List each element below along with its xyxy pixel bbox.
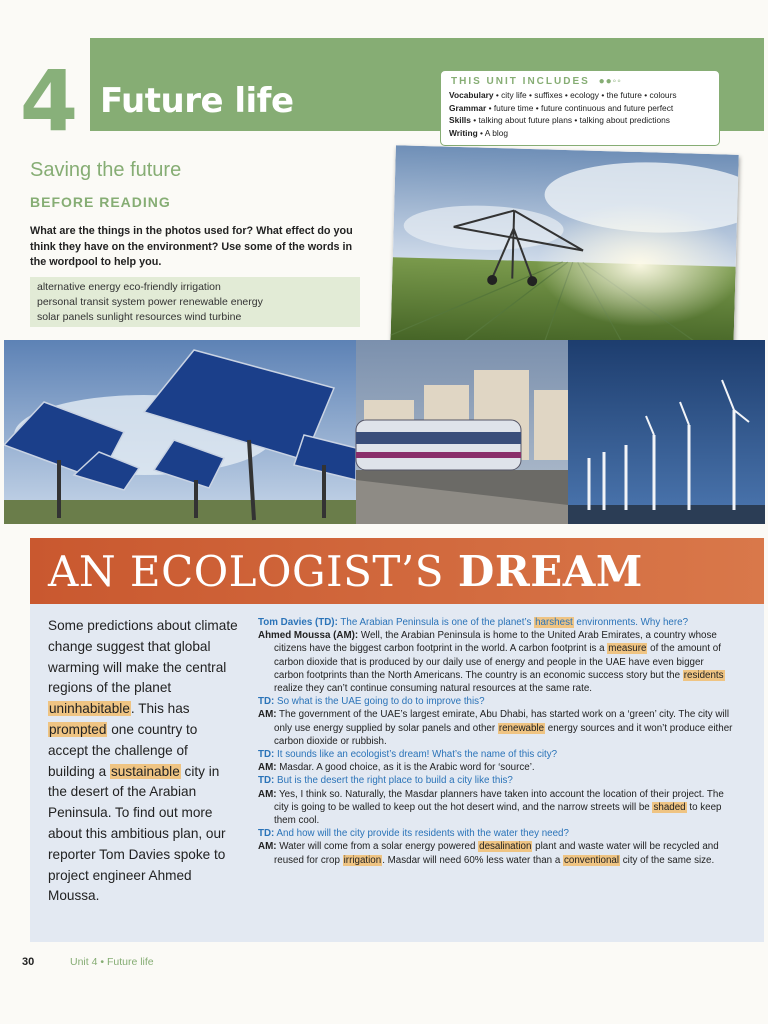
unit-number: 4 — [19, 52, 79, 150]
progress-dots-icon: ●●◦◦ — [598, 76, 622, 87]
unit-includes-box — [440, 70, 720, 146]
text-run: environments. Why here? — [573, 617, 689, 628]
wind-turbines-photo — [568, 340, 765, 524]
dialogue-turn — [258, 774, 736, 787]
speaker-label: TD: — [258, 696, 275, 708]
highlighted-word: prompted — [49, 721, 107, 737]
text-run: Some predictions about climate change suggest that global warming will make the central regions of the planet — [48, 618, 238, 696]
unit-title: Future life — [100, 81, 294, 121]
text-run: The Arabian Peninsula is one of the planet’s — [337, 617, 535, 628]
dialogue-turn — [258, 708, 736, 748]
highlighted-word: desalination — [479, 841, 532, 853]
speaker-label: TD: — [258, 749, 275, 761]
speaker-label: Ahmed Moussa (AM): — [258, 630, 359, 642]
includes-row-label: Writing — [449, 127, 478, 138]
includes-row-label: Grammar — [449, 102, 487, 113]
text-run: to keep them cool. — [274, 801, 722, 827]
article-title — [48, 545, 643, 599]
text-run: city of the same size. — [620, 854, 715, 866]
text-run: one country to accept the challenge of building a — [48, 721, 198, 779]
text-run: Yes, I think so. Naturally, the Masdar planners have taken into account the location of their project. The city is going to be walled to keep out the hot desert wind, and the narrow streets will be — [274, 788, 724, 813]
dialogue-turn — [258, 629, 736, 695]
includes-row-text: • A blog — [477, 127, 509, 138]
highlighted-word: renewable — [498, 722, 545, 734]
wordpool-line: personal transit system power renewable energy — [37, 296, 263, 308]
text-run: plant and waste water will be recycled and reused for crop — [274, 841, 719, 866]
includes-title — [451, 75, 711, 89]
before-reading-question: What are the things in the photos used for? What effect do you think they have on the environment? Use some of the words in the wordpool to help you. — [30, 225, 353, 268]
text-run: . Masdar will need 60% less water than a — [382, 854, 563, 866]
text-run: . This has — [130, 701, 190, 717]
speaker-label: AM: — [258, 788, 277, 800]
section-title: Saving the future — [30, 159, 182, 181]
text-run: city in the desert of the Arabian Peninsula. To find out more about this ambitious plan, our reporter Tom Davies spoke to project engineer Ahmed Moussa. — [48, 763, 226, 904]
text-run: The government of the UAE’s largest emirate, Abu Dhabi, has started work on a ‘green’ city. The city will only use energy supplied by solar panels and other — [274, 709, 730, 734]
includes-row-text: • talking about future plans • talking about predictions — [470, 115, 670, 125]
text-run: But is the desert the right place to build a city like this? — [274, 775, 513, 787]
dialogue-turn — [258, 827, 736, 840]
includes-row-text: • city life • suffixes • ecology • the future • colours — [493, 90, 677, 100]
dialogue-turn — [258, 761, 736, 774]
article-title-bold: DREAM — [457, 547, 643, 596]
interview-dialogue — [258, 616, 736, 867]
footer-unit-label: Unit 4 • Future life — [70, 956, 154, 968]
wordpool-line: solar panels sunlight resources wind turbine — [37, 311, 242, 323]
includes-list — [449, 89, 711, 139]
highlighted-word: shaded — [653, 801, 686, 813]
includes-row-label: Vocabulary — [449, 90, 494, 100]
highlighted-word: uninhabitable — [49, 701, 130, 717]
photo-strip — [4, 340, 765, 524]
dialogue-turn — [258, 840, 736, 866]
text-run: So what is the UAE going to do to improve this? — [274, 696, 485, 708]
includes-row — [449, 127, 711, 140]
text-run: Water will come from a solar energy powered — [276, 841, 479, 853]
includes-row — [449, 102, 711, 115]
wordpool-box — [30, 277, 360, 327]
speaker-label: TD: — [258, 775, 275, 787]
text-run: It sounds like an ecologist’s dream! What’s the name of this city? — [274, 749, 558, 761]
includes-row-text: • future time • future continuous and future perfect — [486, 102, 674, 113]
speaker-label: Tom Davies (TD): — [258, 617, 338, 628]
dialogue-turn — [258, 788, 736, 828]
includes-row-label: Skills — [449, 115, 471, 125]
text-run: of the amount of carbon dioxide that is produced by our daily use of energy and people in the UAE have even bigger carbon footprints than the North Americans. The country is an economic success story but the — [274, 643, 721, 681]
text-run: realize they can’t continue consuming natural resources at the same rate. — [274, 683, 593, 695]
dialogue-turn — [258, 748, 736, 761]
highlighted-word: residents — [683, 669, 724, 681]
text-run: Well, the Arabian Peninsula is home to the United Arab Emirates, a country whose citizens have the biggest carbon footprint in the world. A carbon footprint is a — [274, 630, 717, 655]
includes-row — [449, 114, 711, 127]
speaker-label: AM: — [258, 762, 277, 774]
page-number: 30 — [22, 956, 35, 968]
dialogue-turn — [258, 695, 736, 708]
wordpool-line: alternative energy eco-friendly irrigation — [37, 281, 221, 293]
irrigation-photo — [390, 145, 739, 359]
speaker-label: AM: — [258, 841, 277, 853]
highlighted-word: harshest — [535, 617, 573, 628]
highlighted-word: sustainable — [110, 763, 180, 779]
highlighted-word: irrigation — [343, 854, 382, 866]
includes-title-text: THIS UNIT INCLUDES — [451, 76, 590, 87]
includes-row — [449, 89, 711, 102]
before-reading-heading: BEFORE READING — [30, 194, 171, 210]
dialogue-turn — [258, 616, 736, 629]
photo-strip-image — [4, 340, 765, 524]
speaker-label: TD: — [258, 828, 275, 840]
article-intro — [48, 616, 238, 907]
highlighted-word: measure — [608, 643, 647, 655]
solar-panels-photo — [4, 340, 356, 524]
highlighted-word: conventional — [564, 854, 620, 866]
monorail-photo — [356, 340, 568, 524]
speaker-label: AM: — [258, 709, 277, 721]
article-title-light: AN ECOLOGIST’S — [48, 547, 458, 596]
text-run: And how will the city provide its residents with the water they need? — [274, 828, 569, 840]
text-run: energy sources and it won’t produce either carbon dioxide or rubbish. — [274, 722, 733, 747]
irrigation-image — [390, 145, 739, 359]
text-run: Masdar. A good choice, as it is the Arabic word for ‘source’. — [276, 762, 535, 774]
